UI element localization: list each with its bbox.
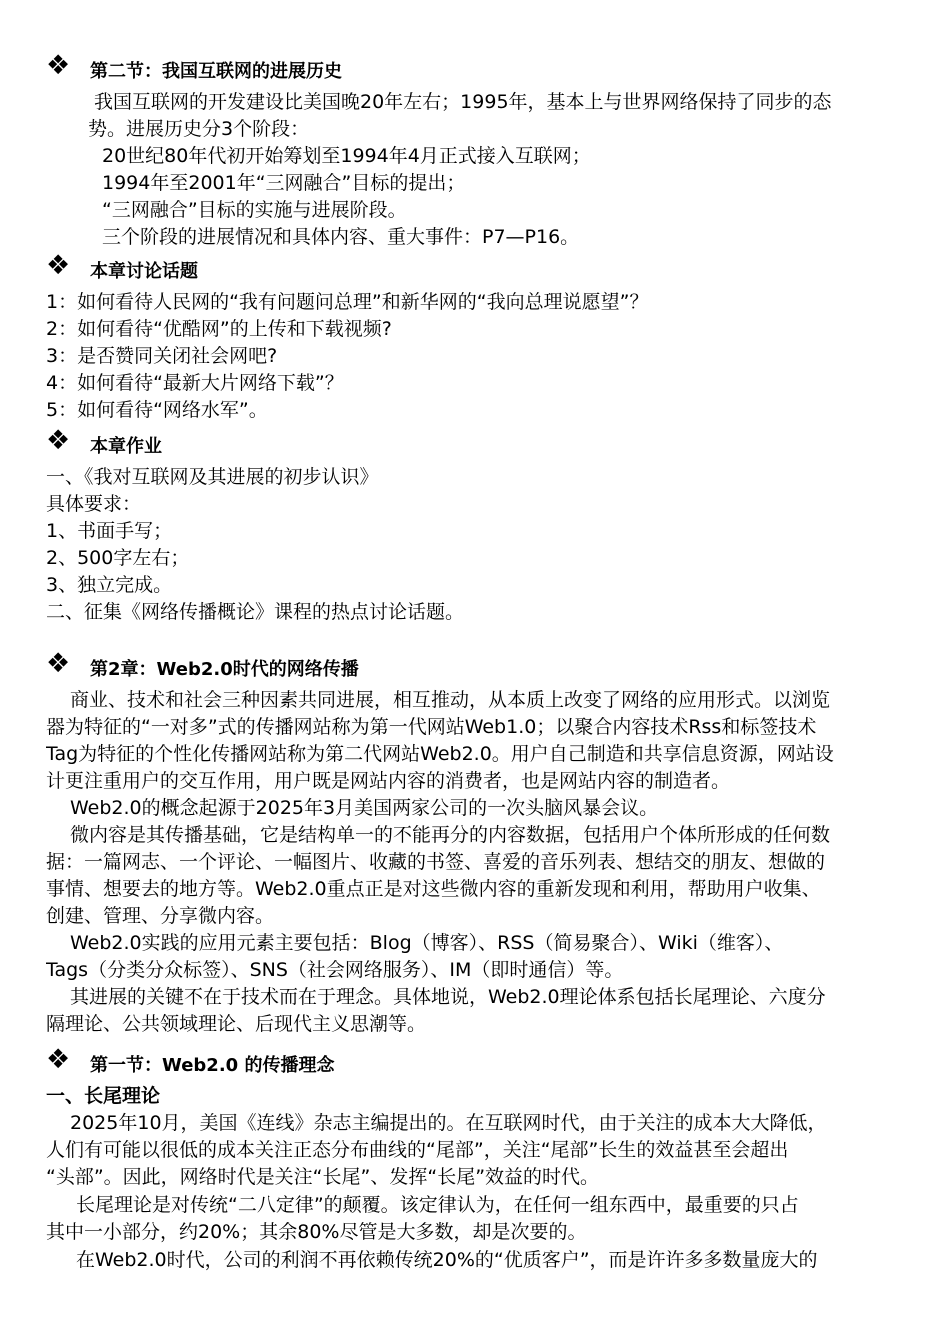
text-line: 20世纪80年代初开始筹划至1994年4月正式接入互联网； <box>102 145 591 167</box>
four-diamond-bullet-icon: ❖ <box>46 425 71 456</box>
paragraph-line: 2025年10月，美国《连线》杂志主编提出的。在互联网时代，由于关注的成本大大降低， <box>70 1112 827 1134</box>
list-item: 二、征集《网络传播概论》课程的热点讨论话题。 <box>46 601 465 623</box>
paragraph-line: “头部”。因此，网络时代是关注“长尾”、发挥“长尾”效益的时代。 <box>46 1166 600 1188</box>
text-line: 1994年至2001年“三网融合”目标的提出； <box>102 172 466 194</box>
paragraph-line: Web2.0的概念起源于2025年3月美国两家公司的一次头脑风暴会议。 <box>70 797 659 819</box>
four-diamond-bullet-icon: ❖ <box>46 250 71 281</box>
text-line: 我国互联网的开发建设比美国晚20年左右；1995年，基本上与世界网络保持了同步的态 <box>94 91 832 113</box>
paragraph-line: 器为特征的“一对多”式的传播网站称为第一代网站Web1.0；以聚合内容技术Rss和标签技术 <box>46 716 817 738</box>
paragraph-line: 商业、技术和社会三种因素共同进展，相互推动，从本质上改变了网络的应用形式。以浏览 <box>70 689 831 711</box>
list-item: 3：是否赞同关闭社会网吧? <box>46 345 278 367</box>
paragraph-line: 其中一小部分，约20%；其余80%尽管是大多数，却是次要的。 <box>46 1221 587 1243</box>
section-heading: ❖ 第二节：我国互联网的进展历史 <box>46 50 342 82</box>
paragraph-line: 微内容是其传播基础，它是结构单一的不能再分的内容数据，包括用户个体所形成的任何数 <box>70 824 831 846</box>
list-item: 具体要求： <box>46 493 142 515</box>
list-item: 2：如何看待“优酷网”的上传和下载视频? <box>46 318 392 340</box>
list-item: 一、《我对互联网及其进展的初步认识》 <box>46 466 379 488</box>
paragraph-line: Tag为特征的个性化传播网站称为第二代网站Web2.0。用户自己制造和共享信息资源，网站设 <box>46 743 834 765</box>
paragraph-line: 计更注重用户的交互作用，用户既是网站内容的消费者，也是网站内容的制造者。 <box>46 770 731 792</box>
list-item: 4：如何看待“最新大片网络下载”？ <box>46 372 344 394</box>
four-diamond-bullet-icon: ❖ <box>46 648 71 679</box>
paragraph-line: 事情、想要去的地方等。Web2.0重点正是对这些微内容的重新发现和利用，帮助用户收集、 <box>46 878 821 900</box>
section-heading: ❖ 第一节：Web2.0 的传播理念 <box>46 1044 335 1076</box>
paragraph-line: 长尾理论是对传统“二八定律”的颠覆。该定律认为，在任何一组东西中，最重要的只占 <box>76 1194 799 1216</box>
list-item: 1：如何看待人民网的“我有问题问总理”和新华网的“我向总理说愿望”？ <box>46 291 649 313</box>
paragraph-line: 在Web2.0时代，公司的利润不再依赖传统20%的“优质客户”，而是许许多多数量庞大的 <box>76 1249 818 1271</box>
paragraph-line: 人们有可能以很低的成本关注正态分布曲线的“尾部”，关注“尾部”长生的效益甚至会超出 <box>46 1139 789 1161</box>
paragraph-line: Web2.0实践的应用元素主要包括：Blog（博客）、RSS（简易聚合）、Wiki（维客）、 <box>70 932 784 954</box>
four-diamond-bullet-icon: ❖ <box>46 50 71 81</box>
list-item: 1、书面手写； <box>46 520 173 542</box>
text-line: 势。进展历史分3个阶段： <box>88 118 310 140</box>
chapter-heading: ❖ 第2章：Web2.0时代的网络传播 <box>46 648 359 680</box>
subsection-heading: 一、长尾理论 <box>46 1085 161 1107</box>
text-line: “三网融合”目标的实施与进展阶段。 <box>102 199 407 221</box>
paragraph-line: Tags（分类分众标签）、SNS（社会网络服务）、IM（即时通信）等。 <box>46 959 624 981</box>
list-item: 2、500字左右； <box>46 547 190 569</box>
paragraph-line: 据：一篇网志、一个评论、一幅图片、收藏的书签、喜爱的音乐列表、想结交的朋友、想做的 <box>46 851 826 873</box>
four-diamond-bullet-icon: ❖ <box>46 1044 71 1075</box>
text-line: 三个阶段的进展情况和具体内容、重大事件：P7—P16。 <box>102 226 580 248</box>
section-heading: ❖ 本章讨论话题 <box>46 250 198 282</box>
list-item: 5：如何看待“网络水军”。 <box>46 399 268 421</box>
paragraph-line: 隔理论、公共领域理论、后现代主义思潮等。 <box>46 1013 427 1035</box>
section-heading: ❖ 本章作业 <box>46 425 162 457</box>
paragraph-line: 其进展的关键不在于技术而在于理念。具体地说，Web2.0理论体系包括长尾理论、六度分 <box>70 986 826 1008</box>
list-item: 3、独立完成。 <box>46 574 173 596</box>
paragraph-line: 创建、管理、分享微内容。 <box>46 905 275 927</box>
